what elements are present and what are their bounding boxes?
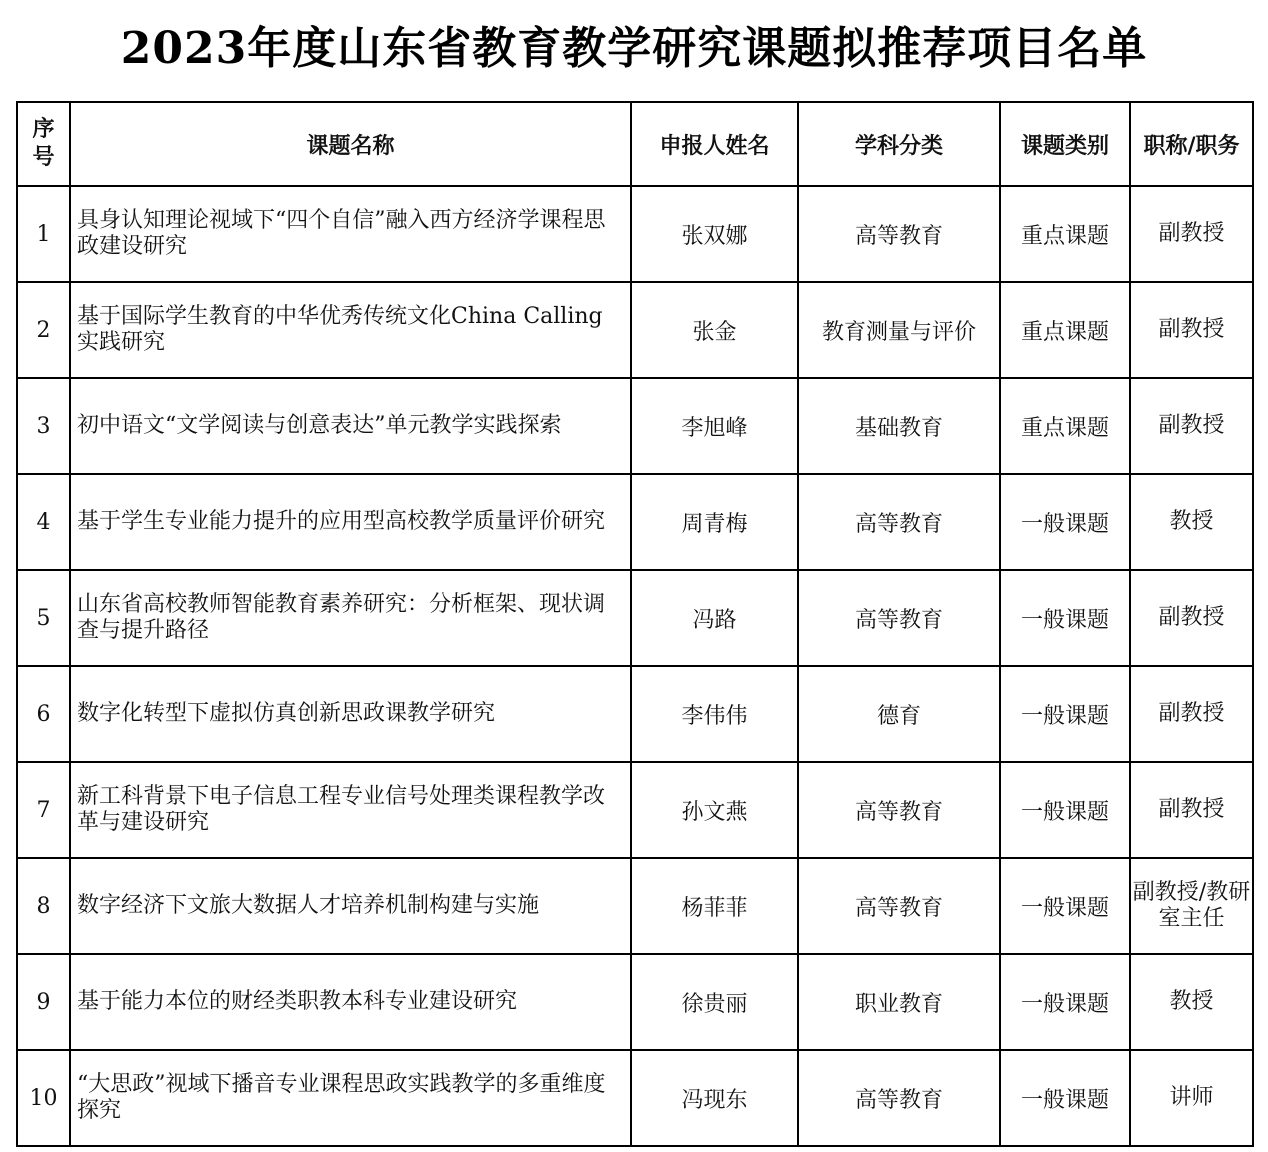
table-row <box>17 186 1253 282</box>
cell-name: 基于国际学生教育的中华优秀传统文化China Calling实践研究 <box>70 282 631 378</box>
page-title: 2023年度山东省教育教学研究课题拟推荐项目名单 <box>120 23 1148 74</box>
cell-name: 基于能力本位的财经类职教本科专业建设研究 <box>70 954 631 1050</box>
cell-title: 副教授/教研室主任 <box>1130 858 1253 954</box>
cell-category: 一般课题 <box>1000 954 1130 1050</box>
header-discipline: 学科分类 <box>798 102 1000 186</box>
header-seq <box>17 102 70 186</box>
cell-title: 副教授 <box>1130 666 1253 762</box>
header-seq-line1: 序 <box>32 117 55 142</box>
cell-title: 副教授 <box>1130 570 1253 666</box>
header-category: 课题类别 <box>1000 102 1130 186</box>
project-table <box>16 101 1254 1147</box>
cell-applicant: 李旭峰 <box>631 378 798 474</box>
cell-discipline: 高等教育 <box>798 474 1000 570</box>
table-header-row <box>17 102 1253 186</box>
cell-discipline: 高等教育 <box>798 570 1000 666</box>
cell-name: 山东省高校教师智能教育素养研究：分析框架、现状调查与提升路径 <box>70 570 631 666</box>
header-seq-line2: 号 <box>32 145 55 170</box>
cell-category: 一般课题 <box>1000 474 1130 570</box>
cell-discipline: 教育测量与评价 <box>798 282 1000 378</box>
cell-name: 基于学生专业能力提升的应用型高校教学质量评价研究 <box>70 474 631 570</box>
cell-seq: 5 <box>17 570 70 666</box>
cell-name: “大思政”视域下播音专业课程思政实践教学的多重维度探究 <box>70 1050 631 1146</box>
cell-title: 副教授 <box>1130 282 1253 378</box>
table-row <box>17 762 1253 858</box>
table-row <box>17 282 1253 378</box>
cell-discipline: 德育 <box>798 666 1000 762</box>
cell-applicant: 冯路 <box>631 570 798 666</box>
header-name: 课题名称 <box>70 102 631 186</box>
header-title: 职称/职务 <box>1130 102 1253 186</box>
cell-category: 重点课题 <box>1000 378 1130 474</box>
cell-name: 具身认知理论视域下“四个自信”融入西方经济学课程思政建设研究 <box>70 186 631 282</box>
cell-seq: 10 <box>17 1050 70 1146</box>
cell-category: 一般课题 <box>1000 858 1130 954</box>
cell-title: 教授 <box>1130 474 1253 570</box>
cell-seq: 3 <box>17 378 70 474</box>
table-row <box>17 570 1253 666</box>
cell-seq: 7 <box>17 762 70 858</box>
cell-applicant: 冯现东 <box>631 1050 798 1146</box>
cell-applicant: 李伟伟 <box>631 666 798 762</box>
cell-category: 一般课题 <box>1000 666 1130 762</box>
cell-discipline: 基础教育 <box>798 378 1000 474</box>
cell-applicant: 张双娜 <box>631 186 798 282</box>
cell-name: 数字化转型下虚拟仿真创新思政课教学研究 <box>70 666 631 762</box>
cell-category: 重点课题 <box>1000 186 1130 282</box>
cell-discipline: 高等教育 <box>798 1050 1000 1146</box>
cell-seq: 6 <box>17 666 70 762</box>
cell-discipline: 高等教育 <box>798 762 1000 858</box>
cell-title: 副教授 <box>1130 186 1253 282</box>
cell-name: 新工科背景下电子信息工程专业信号处理类课程教学改革与建设研究 <box>70 762 631 858</box>
table-row <box>17 858 1253 954</box>
cell-name: 初中语文“文学阅读与创意表达”单元教学实践探索 <box>70 378 631 474</box>
cell-seq: 8 <box>17 858 70 954</box>
cell-seq: 9 <box>17 954 70 1050</box>
cell-category: 一般课题 <box>1000 570 1130 666</box>
cell-seq: 4 <box>17 474 70 570</box>
table-row <box>17 474 1253 570</box>
cell-discipline: 职业教育 <box>798 954 1000 1050</box>
table-row <box>17 378 1253 474</box>
cell-title: 副教授 <box>1130 378 1253 474</box>
header-applicant: 申报人姓名 <box>631 102 798 186</box>
cell-applicant: 徐贵丽 <box>631 954 798 1050</box>
cell-title: 教授 <box>1130 954 1253 1050</box>
cell-discipline: 高等教育 <box>798 858 1000 954</box>
cell-discipline: 高等教育 <box>798 186 1000 282</box>
cell-applicant: 孙文燕 <box>631 762 798 858</box>
table-row <box>17 1050 1253 1146</box>
cell-title: 讲师 <box>1130 1050 1253 1146</box>
table-row <box>17 666 1253 762</box>
cell-applicant: 杨菲菲 <box>631 858 798 954</box>
cell-applicant: 张金 <box>631 282 798 378</box>
cell-seq: 2 <box>17 282 70 378</box>
cell-applicant: 周青梅 <box>631 474 798 570</box>
cell-category: 一般课题 <box>1000 762 1130 858</box>
cell-title: 副教授 <box>1130 762 1253 858</box>
cell-category: 重点课题 <box>1000 282 1130 378</box>
table-row <box>17 954 1253 1050</box>
cell-category: 一般课题 <box>1000 1050 1130 1146</box>
cell-seq: 1 <box>17 186 70 282</box>
cell-name: 数字经济下文旅大数据人才培养机制构建与实施 <box>70 858 631 954</box>
